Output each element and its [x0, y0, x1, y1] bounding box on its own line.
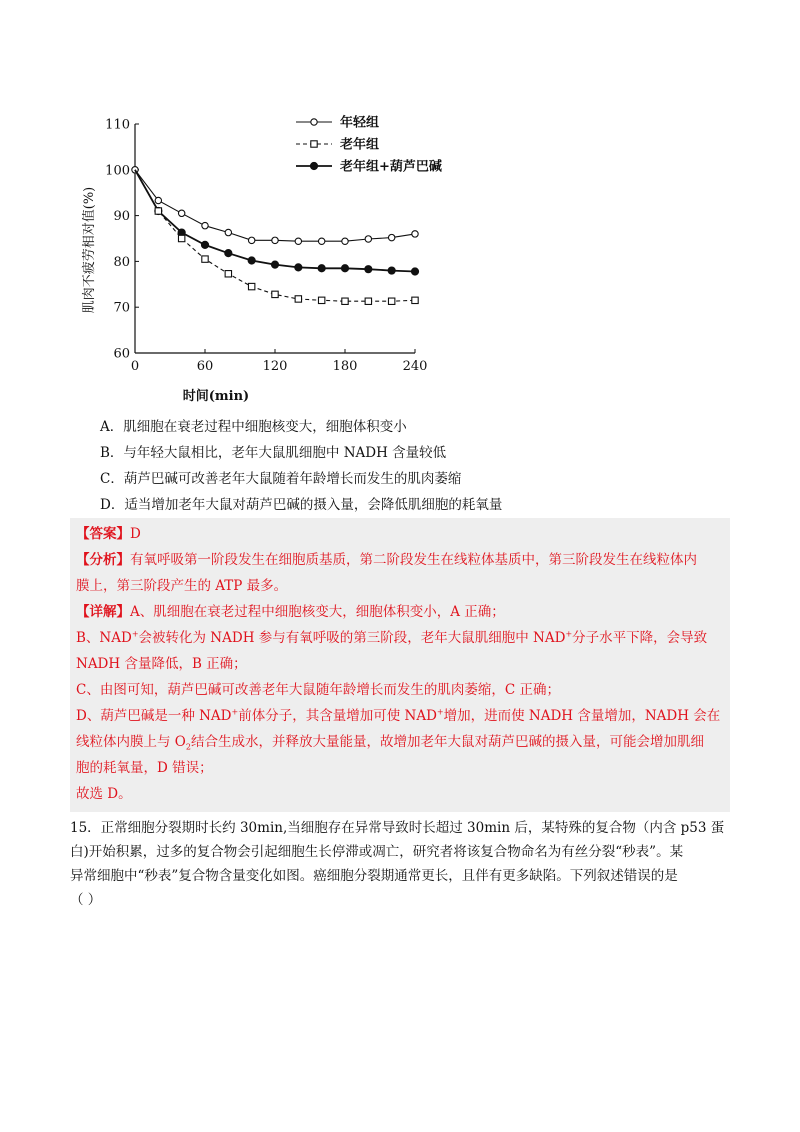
series-open-circle	[132, 167, 418, 245]
chart	[60, 108, 460, 408]
detail-line-8: 故选 D。	[76, 786, 132, 802]
detail-text-2c: 分子水平下降，会导致	[572, 630, 708, 646]
data-point-open-square	[365, 298, 371, 304]
detail-text-5a: D、葫芦巴碱是一种 NAD	[76, 708, 232, 724]
detail-line-5	[76, 704, 720, 724]
data-point-open-square	[342, 298, 348, 304]
y-tick-label: 110	[105, 117, 130, 133]
legend	[296, 115, 442, 175]
x-tick-label: 120	[262, 359, 288, 374]
data-point-open-square	[295, 296, 301, 302]
subscript-2: 2	[185, 742, 191, 752]
data-point-open-circle	[412, 231, 418, 237]
y-tick-label: 80	[113, 254, 130, 270]
answer-text: D	[130, 526, 141, 542]
analysis-tag: 【分析】	[76, 552, 130, 568]
data-point-open-square	[412, 297, 418, 303]
analysis-text-1: 有氧呼吸第一阶段发生在细胞质基质，第二阶段发生在线粒体基质中，第三阶段发生在线粒体内	[130, 552, 697, 568]
answer-tag: 【答案】	[76, 526, 130, 542]
y-tick-label: 60	[113, 346, 130, 362]
data-point-open-square	[225, 271, 231, 277]
data-point-filled-circle	[365, 266, 372, 273]
data-point-open-square	[202, 256, 208, 262]
chart-svg	[60, 108, 460, 408]
detail-text-5c: 增加，进而使 NADH 含量增加，NADH 会在	[443, 708, 721, 724]
data-point-open-circle	[342, 238, 348, 244]
data-point-open-circle	[272, 237, 278, 243]
data-point-filled-circle	[388, 267, 395, 274]
data-point-filled-circle	[341, 265, 348, 272]
detail-text-2b: 会被转化为 NADH 参与有氧呼吸的第三阶段，老年大鼠肌细胞中 NAD	[138, 630, 566, 646]
detail-text-6b: 结合生成水，并释放大量能量，故增加老年大鼠对葫芦巴碱的摄入量，可能会增加肌细	[190, 734, 704, 750]
data-point-open-circle	[311, 119, 317, 125]
series-filled-circle	[135, 170, 419, 275]
data-point-open-circle	[318, 238, 324, 244]
series-layer	[132, 167, 419, 305]
y-axis-label: 肌肉不疲劳相对值(%)	[82, 186, 97, 314]
data-point-open-circle	[248, 237, 254, 243]
detail-line-6	[76, 730, 704, 752]
series-line	[135, 170, 415, 272]
x-tick-label: 180	[332, 359, 358, 374]
series-line	[135, 170, 415, 301]
y-tick-label: 100	[105, 163, 130, 179]
data-point-filled-circle	[225, 250, 232, 257]
superscript-plus: +	[131, 629, 139, 639]
question-15-line-2: 白)开始积累，过多的复合物会引起细胞生长停滞或凋亡，研究者将该复合物命名为有丝分裂“秒表”。某	[70, 844, 684, 860]
y-tick-label: 90	[113, 209, 130, 225]
x-tick-label: 240	[402, 359, 428, 374]
detail-tag: 【详解】	[76, 604, 130, 620]
legend-label: 年轻组	[340, 115, 380, 131]
data-point-open-square	[248, 283, 254, 289]
analysis-line-2: 膜上，第三阶段产生的 ATP 最多。	[76, 578, 288, 594]
superscript-plus: +	[436, 707, 444, 717]
axes	[105, 118, 427, 375]
detail-text-2a: B、NAD	[76, 630, 132, 646]
question-15-line-4: （ ）	[70, 892, 102, 908]
data-point-filled-circle	[318, 265, 325, 272]
data-point-filled-circle	[248, 257, 255, 264]
question-15-line-1: 15．正常细胞分裂期时长约 30min,当细胞存在异常导致时长超过 30min 后，某特殊的复合物（内含 p53 蛋	[70, 820, 725, 836]
data-point-open-square	[318, 297, 324, 303]
data-point-open-circle	[202, 222, 208, 228]
detail-line-1	[76, 600, 505, 620]
option-b: B．与年轻大鼠相比，老年大鼠肌细胞中 NADH 含量较低	[100, 445, 447, 461]
data-point-open-circle	[388, 234, 394, 240]
answer-line	[76, 522, 141, 542]
analysis-line-1	[76, 548, 697, 568]
data-point-filled-circle	[201, 241, 208, 248]
x-tick-label: 60	[196, 359, 214, 374]
data-point-open-square	[272, 291, 278, 297]
detail-line-2	[76, 626, 707, 646]
data-point-open-square	[311, 141, 317, 147]
x-tick-label: 0	[130, 359, 140, 374]
data-point-open-square	[388, 298, 394, 304]
data-point-open-circle	[365, 236, 371, 242]
answer-options	[100, 414, 502, 518]
series-line	[135, 170, 415, 241]
option-d: D．适当增加老年大鼠对葫芦巴碱的摄入量，会降低肌细胞的耗氧量	[100, 497, 503, 513]
question-15-line-3: 异常细胞中“秒表”复合物含量变化如图。癌细胞分裂期通常更长，且伴有更多缺陷。下列叙述错误的是	[70, 868, 678, 884]
data-point-filled-circle	[295, 264, 302, 271]
data-point-open-square	[178, 235, 184, 241]
legend-label: 老年组	[340, 137, 380, 153]
detail-text-1: A、肌细胞在衰老过程中细胞核变大，细胞体积变小，A 正确；	[130, 604, 505, 620]
data-point-filled-circle	[411, 268, 418, 275]
detail-line-7: 胞的耗氧量，D 错误；	[76, 760, 213, 776]
detail-line-3: NADH 含量降低，B 正确；	[76, 656, 247, 672]
option-c: C．葫芦巴碱可改善老年大鼠随着年龄增长而发生的肌肉萎缩	[100, 471, 462, 487]
data-point-open-circle	[295, 238, 301, 244]
solution-block	[70, 518, 730, 812]
x-axis-label: 时间(min)	[182, 389, 250, 404]
detail-text-6a: 线粒体内膜上与 O	[76, 734, 186, 750]
data-point-open-circle	[178, 210, 184, 216]
data-point-filled-circle	[271, 261, 278, 268]
detail-text-5b: 前体分子，其含量增加可使 NAD	[238, 708, 437, 724]
option-a: A．肌细胞在衰老过程中细胞核变大，细胞体积变小	[100, 419, 407, 435]
data-point-open-circle	[225, 229, 231, 235]
superscript-plus: +	[565, 629, 573, 639]
data-point-open-circle	[155, 197, 161, 203]
question-15	[70, 816, 734, 912]
data-point-filled-circle	[310, 162, 317, 169]
data-point-open-square	[155, 208, 161, 214]
detail-line-4: C、由图可知，葫芦巴碱可改善老年大鼠随年龄增长而发生的肌肉萎缩，C 正确；	[76, 682, 560, 698]
superscript-plus: +	[231, 707, 239, 717]
y-tick-label: 70	[113, 300, 130, 316]
legend-label: 老年组+葫芦巴碱	[340, 159, 442, 175]
